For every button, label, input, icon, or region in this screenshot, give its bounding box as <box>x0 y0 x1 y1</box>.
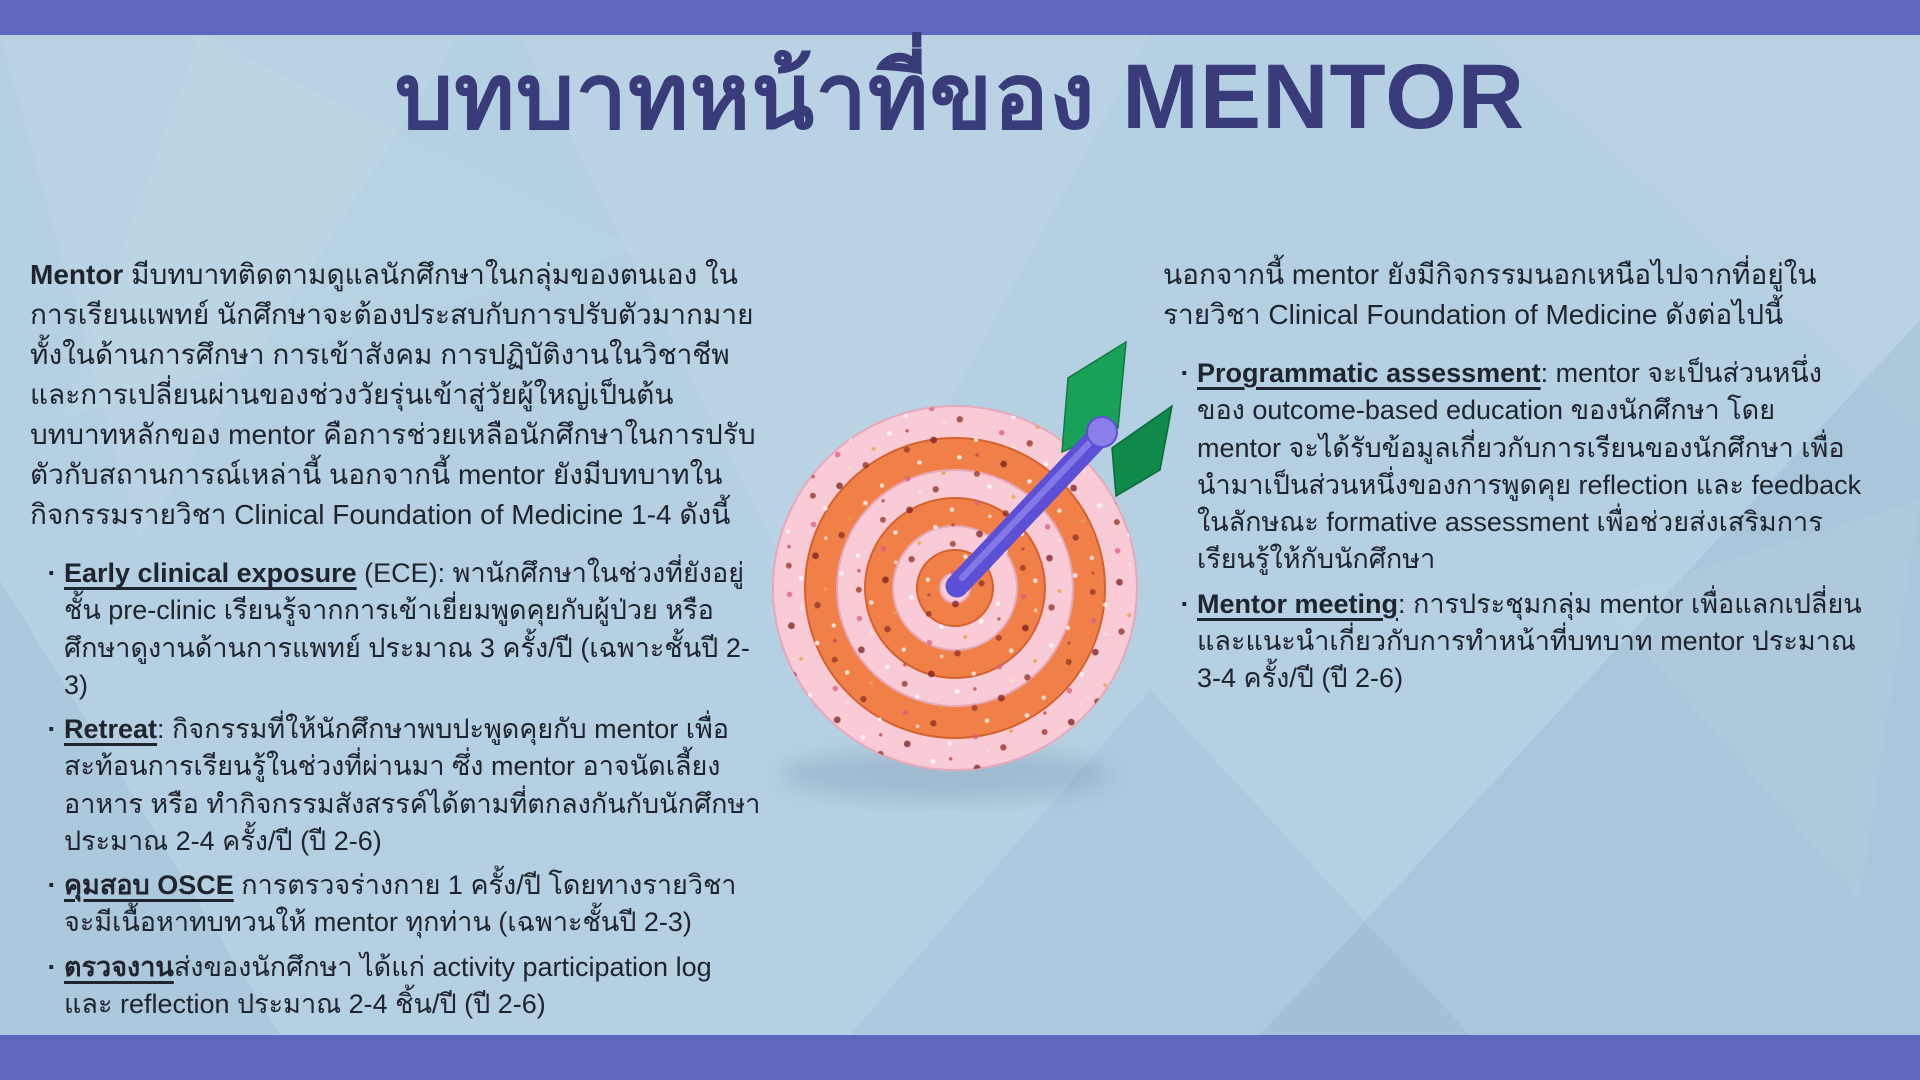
bullet-rest: ส่งของนักศึกษา ได้แก่ activity participation log และ reflection ประมาณ 2-4 ชิ้น/ปี (ปี 2-6) <box>64 951 712 1019</box>
bullet-text <box>64 949 762 1024</box>
bullet-lead: คุมสอบ OSCE <box>64 870 234 901</box>
right-bullet-list <box>1163 355 1863 697</box>
bullet-lead: ตรวจงาน <box>64 951 174 982</box>
target-with-arrow-graphic <box>735 325 1210 810</box>
list-item <box>1163 586 1863 698</box>
left-intro-text: มีบทบาทติดตามดูแลนักศึกษาในกลุ่มของตนเอง ในการเรียนแพทย์ นักศึกษาจะต้องประสบกับการปรับตัวมากมาย ทั้งในด้านการศึกษา การเข้าสังคม การปฏิบัติงานในวิชาชีพ และการเปลี่ยนผ่านของช่วงวัยรุ่นเข้าสู่วัยผู้ใหญ่เป็นต้น บทบาทหลักของ mentor คือการช่วยเหลือนักศึกษาในการปรับตัวกับสถานการณ์เหล่านี้ นอกจากนี้ mentor ยังมีบทบาทในกิจกรรมรายวิชา Clinical Foundation of Medicine 1-4 ดังนี้ <box>30 259 756 531</box>
bullet-dot-icon: · <box>1180 358 1190 389</box>
bullet-dot-icon: · <box>47 714 57 745</box>
bullet-dot-icon: · <box>47 951 57 982</box>
top-accent-bar <box>0 0 1920 35</box>
bullet-lead: Programmatic assessment <box>1197 358 1541 389</box>
arrow-nock-ball <box>1087 417 1117 447</box>
bullet-rest: (ECE): พานักศึกษาในช่วงที่ยังอยู่ชั้น pre-clinic เรียนรู้จากการเข้าเยี่ยมพูดคุยกับผู้ป่วย หรือศึกษาดูงานด้านการแพทย์ ประมาณ 3 ครั้ง/ปี (เฉพาะชั้นปี 2-3) <box>64 558 750 700</box>
left-column <box>30 255 762 1030</box>
list-item <box>1163 355 1863 579</box>
bullet-text <box>64 711 762 860</box>
bullet-dot-icon: · <box>47 558 57 589</box>
target-illustration <box>735 325 1210 810</box>
bullet-dot-icon: · <box>1180 588 1190 619</box>
right-column <box>1163 255 1863 704</box>
list-item <box>30 867 762 942</box>
bullet-rest: : กิจกรรมที่ให้นักศึกษาพบปะพูดคุยกับ mentor เพื่อสะท้อนการเรียนรู้ในช่วงที่ผ่านมา ซึ่ง mentor อาจนัดเลี้ยงอาหาร หรือ ทำกิจกรรมสังสรรค์ได้ตามที่ตกลงกันกับนักศึกษา ประมาณ 2-4 ครั้ง/ปี (ปี 2-6) <box>64 714 761 856</box>
bullet-lead: Retreat <box>64 714 158 745</box>
list-item <box>30 711 762 860</box>
list-item <box>30 555 762 704</box>
bullet-text <box>64 867 762 942</box>
slide-title: บทบาทหน้าที่ของ MENTOR <box>394 46 1526 148</box>
right-intro-paragraph: นอกจากนี้ mentor ยังมีกิจกรรมนอกเหนือไปจากที่อยู่ในรายวิชา Clinical Foundation of Medicine ดังต่อไปนี้ <box>1163 259 1817 331</box>
bullet-rest: : การประชุมกลุ่ม mentor เพื่อแลกเปลี่ยน และแนะนำเกี่ยวกับการทำหน้าที่บทบาท mentor ประมาณ 3-4 ครั้ง/ปี (ปี 2-6) <box>1197 588 1862 694</box>
bullet-dot-icon: · <box>47 870 57 901</box>
list-item <box>30 949 762 1024</box>
left-bullet-list <box>30 555 762 1023</box>
bullet-text <box>1197 355 1863 579</box>
left-intro-paragraph <box>30 255 762 535</box>
bullet-rest: : mentor จะเป็นส่วนหนึ่งของ outcome-based education ของนักศึกษา โดย mentor จะได้รับข้อมูลเกี่ยวกับการเรียนของนักศึกษา เพื่อนำมาเป็นส่วนหนึ่งของการพูดคุย reflection และ feedback ในลักษณะ formative assessment เพื่อช่วยส่งเสริมการเรียนรู้ให้กับนักศึกษา <box>1197 358 1862 575</box>
bullet-rest: การตรวจร่างกาย 1 ครั้ง/ปี โดยทางรายวิชาจะมีเนื้อหาทบทวนให้ mentor ทุกท่าน (เฉพาะชั้นปี 2-3) <box>64 870 737 938</box>
bottom-accent-bar <box>0 1035 1920 1080</box>
bullet-lead: Mentor meeting <box>1197 588 1399 619</box>
bullet-text <box>64 555 762 704</box>
left-intro-bold-word: Mentor <box>30 259 124 290</box>
bullet-text <box>1197 586 1863 698</box>
bullet-lead: Early clinical exposure <box>64 558 357 589</box>
